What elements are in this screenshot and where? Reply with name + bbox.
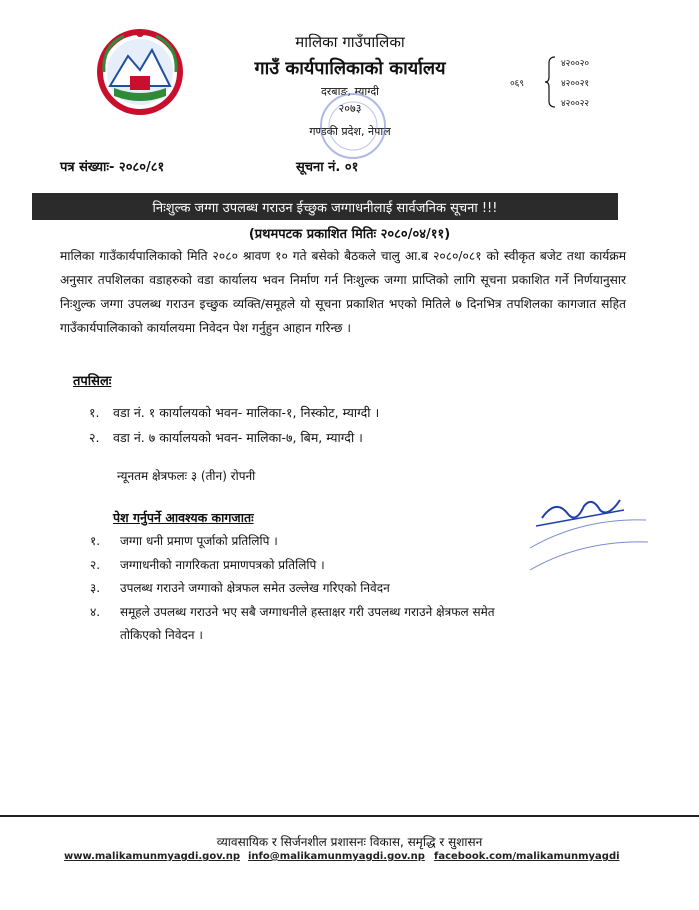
signature-stamp [522, 488, 652, 578]
details-heading: तपसिलः [73, 374, 112, 389]
list-item [89, 429, 609, 446]
phone-number: ४२००२२ [561, 99, 590, 109]
document-item-text: समूहले उपलब्ध गराउने भए सबै जग्गाधनीले हस्ताक्षर गरी उपलब्ध गराउने क्षेत्रफल समेत [120, 605, 495, 619]
document-item-text: जग्गा धनी प्रमाण पूर्जाको प्रतिलिपि । [120, 534, 278, 548]
brace-icon [543, 55, 557, 109]
footer-motto: व्यावसायिक र सिर्जनशील प्रशासनः विकास, समृद्धि र सुशासन [216, 835, 483, 849]
facebook-link[interactable]: facebook.com/malikamunmyagdi [434, 851, 620, 862]
notice-number: सूचना नं. ०१ [296, 160, 359, 175]
first-published-date: (प्रथमपटक प्रकाशित मितिः २०८०/०४/११) [248, 227, 451, 242]
minimum-area: न्यूनतम क्षेत्रफलः ३ (तीन) रोपनी [117, 469, 256, 483]
document-item-text: उपलब्ध गराउने जग्गाको क्षेत्रफल समेत उल्लेख गरिएको निवेदन [120, 581, 390, 595]
list-item-number: १. [89, 405, 100, 420]
list-item [89, 404, 609, 421]
phone-area-code: ०६९ [510, 79, 525, 89]
document-item-continuation: तोकिएको निवेदन । [120, 628, 203, 642]
document-item [90, 603, 610, 620]
document-item-number: ३. [90, 581, 101, 595]
list-item-text: वडा नं. १ कार्यालयको भवन- मालिका-१, निस्कोट, म्याग्दी । [113, 405, 380, 420]
established-year: २०७३ [338, 102, 362, 115]
document-item-text: जग्गाधनीको नागरिकता प्रमाणपत्रको प्रतिलिपि । [120, 558, 325, 572]
phone-numbers [510, 55, 660, 111]
required-documents-heading: पेश गर्नुपर्ने आवश्यक कागजातः [113, 510, 254, 525]
website-link[interactable]: www.malikamunmyagdi.gov.np [64, 851, 240, 862]
list-item-number: २. [89, 430, 100, 445]
notice-title-bar [32, 193, 618, 220]
province-country: गण्डकी प्रदेश, नेपाल [309, 125, 391, 138]
document-item [90, 579, 610, 596]
notice-title: निःशुल्क जग्गा उपलब्ध गराउन ईच्छुक जग्गाधनीलाई सार्वजनिक सूचना !!! [152, 200, 498, 216]
office-name: गाउँ कार्यपालिकाको कार्यालय [254, 58, 446, 79]
phone-number: ४२००२० [561, 59, 590, 69]
office-seal-stamp [295, 88, 395, 168]
phone-number: ४२००२१ [561, 79, 590, 89]
municipality-name: मालिका गाउँपालिका [295, 33, 405, 51]
document-item-number: २. [90, 558, 101, 572]
nepal-emblem-logo [94, 26, 186, 118]
letter-number: पत्र संख्याः- २०८०/८१ [60, 160, 165, 175]
email-link[interactable]: info@malikamunmyagdi.gov.np [248, 851, 425, 862]
office-address: दरबाङ, म्याग्दी [320, 85, 380, 98]
document-item-number: १. [90, 534, 101, 548]
list-item-text: वडा नं. ७ कार्यालयको भवन- मालिका-७, बिम, म्याग्दी । [113, 430, 363, 445]
notice-body: मालिका गाउँकार्यपालिकाको मिति २०८० श्रावण १० गते बसेको बैठकले चालु आ.ब २०८०/०८१ को स्वीकृत बजेट तथा कार्यक्रम अनुसार तपशिलका वडाहरुको वडा कार्यालय भवन निर्माण गर्न निःशुल्क जग्गा प्राप्तिको लागि सूचना प्रकाशित गर्ने निर्णयानुसार निःशुल्क जग्गा उपलब्ध गराउन इच्छुक व्यक्ति/समूहले यो सूचना प्रकाशित भएको मितिले ७ दिनभित्र तपशिलका कागजात सहित गाउँकार्यपालिकाको कार्यालयमा निवेदन पेश गर्नुहुन आहान गरिन्छ । [60, 249, 626, 335]
footer-divider [0, 815, 699, 817]
document-item-number: ४. [90, 605, 101, 619]
